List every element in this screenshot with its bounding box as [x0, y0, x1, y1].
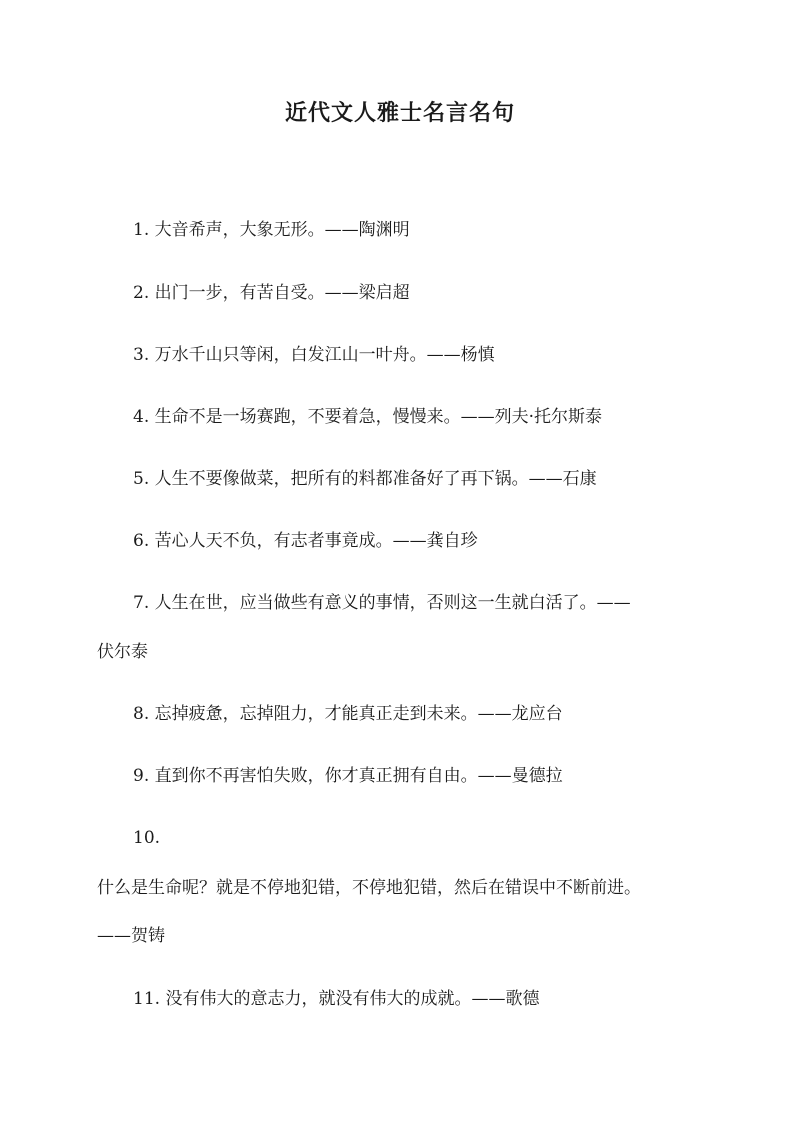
quote-1: 1. 大音希声，大象无形。——陶渊明 [133, 220, 410, 240]
quote-7-line-2: 伏尔泰 [97, 642, 148, 662]
quote-7-line-1: 7. 人生在世，应当做些有意义的事情，否则这一生就白活了。—— [133, 593, 631, 613]
quote-8: 8. 忘掉疲惫，忘掉阻力，才能真正走到未来。——龙应台 [133, 704, 563, 724]
quote-11: 11. 没有伟大的意志力，就没有伟大的成就。——歌德 [133, 989, 540, 1009]
quote-10-line-2: ——贺铸 [97, 926, 165, 946]
quote-4: 4. 生命不是一场赛跑，不要着急，慢慢来。——列夫·托尔斯泰 [133, 407, 603, 427]
quote-9: 9. 直到你不再害怕失败，你才真正拥有自由。——曼德拉 [133, 766, 563, 786]
quote-5: 5. 人生不要像做菜，把所有的料都准备好了再下锅。——石康 [133, 469, 597, 489]
quote-10-number: 10. [133, 828, 161, 848]
quote-10-line-1: 什么是生命呢？就是不停地犯错，不停地犯错，然后在错误中不断前进。 [97, 878, 641, 898]
quote-2: 2. 出门一步，有苦自受。——梁启超 [133, 283, 410, 303]
document-title: 近代文人雅士名言名句 [284, 100, 515, 126]
quote-3: 3. 万水千山只等闲，白发江山一叶舟。——杨慎 [133, 345, 495, 365]
quote-6: 6. 苦心人天不负，有志者事竟成。——龚自珍 [133, 531, 478, 551]
